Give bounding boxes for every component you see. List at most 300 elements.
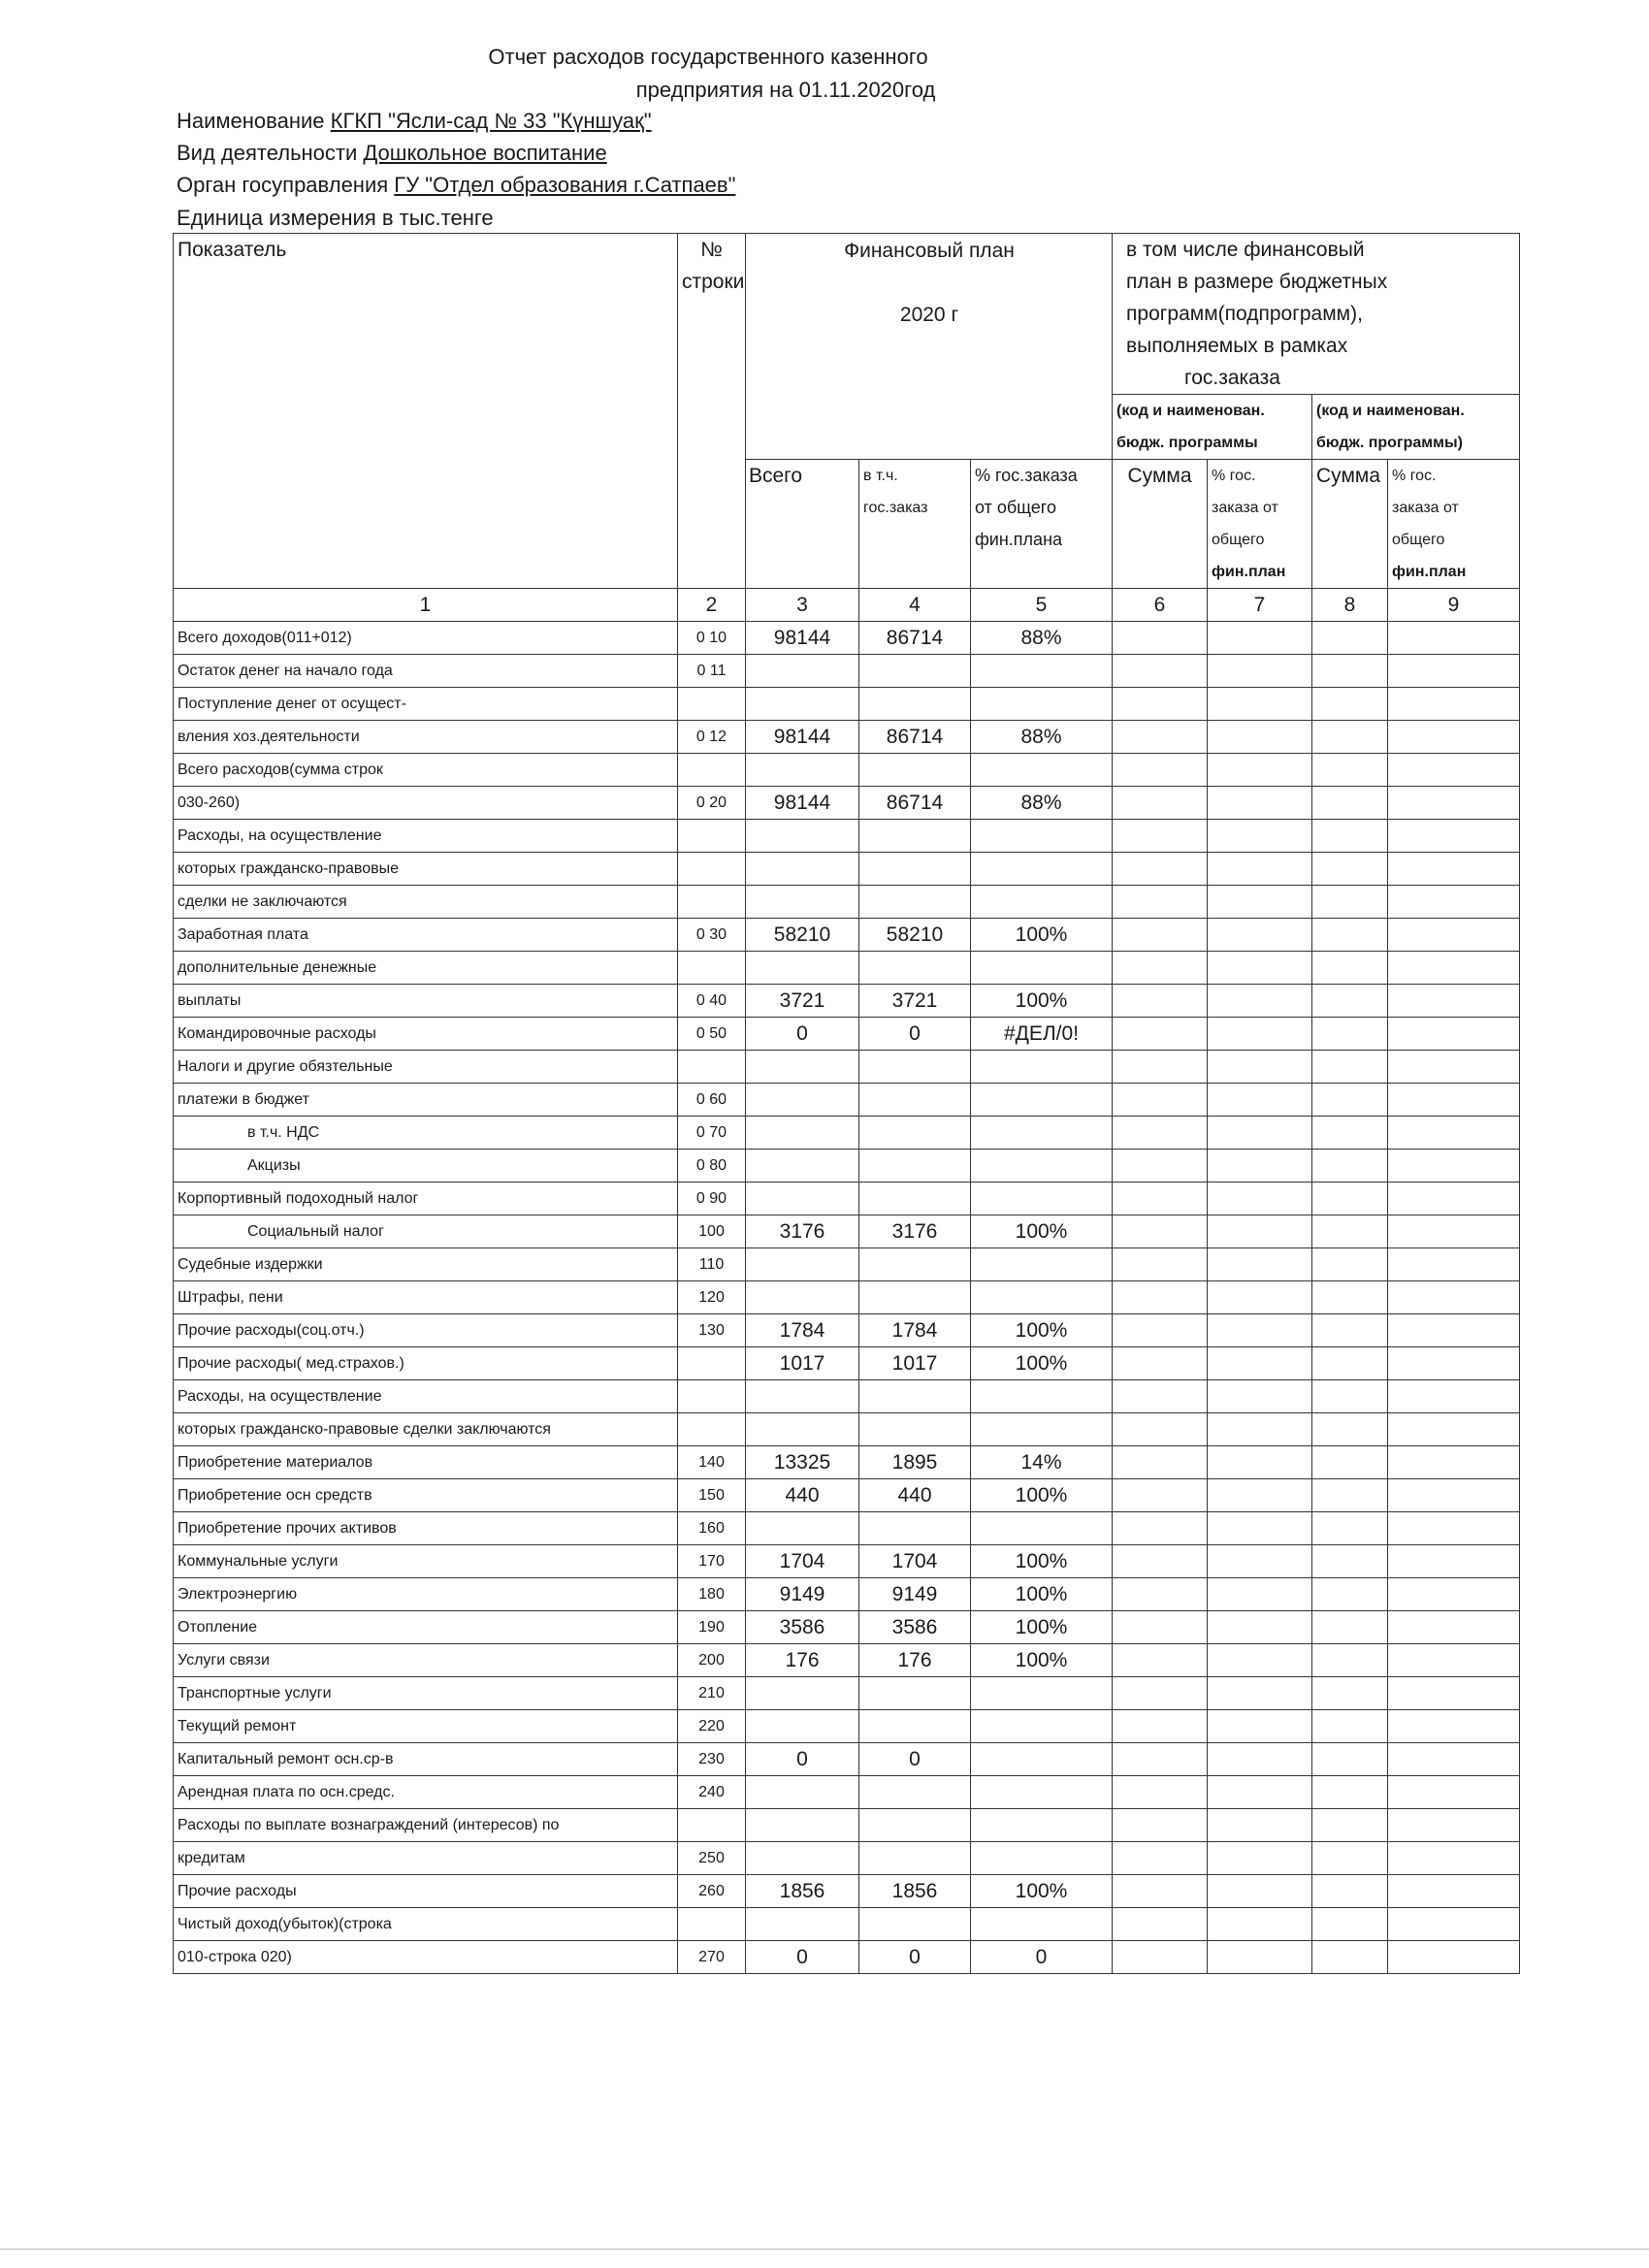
row-budget-cell (1312, 952, 1388, 985)
row-total (746, 853, 859, 886)
table-row (174, 1776, 1520, 1809)
row-budget-cell (1113, 721, 1208, 754)
header-sum-1: Сумма (1113, 460, 1208, 589)
row-budget-cell (1113, 1150, 1208, 1183)
row-budget-cell (1312, 1809, 1388, 1842)
row-code: 210 (678, 1677, 746, 1710)
row-budget-cell (1388, 886, 1520, 919)
header-program-code-2: (код и наименован. бюдж. программы) (1312, 395, 1520, 460)
row-gov-order: 86714 (859, 787, 971, 820)
row-budget-cell (1113, 1908, 1208, 1941)
row-code: 180 (678, 1578, 746, 1611)
row-code: 0 12 (678, 721, 746, 754)
row-budget-cell (1312, 688, 1388, 721)
row-budget-cell (1388, 952, 1520, 985)
row-budget-cell (1312, 1281, 1388, 1314)
row-label: Транспортные услуги (174, 1677, 678, 1710)
row-budget-cell (1208, 1018, 1312, 1051)
row-budget-cell (1312, 1150, 1388, 1183)
row-total (746, 1413, 859, 1446)
row-budget-cell (1208, 1578, 1312, 1611)
row-gov-order (859, 688, 971, 721)
row-gov-percent: 14% (971, 1446, 1113, 1479)
row-budget-cell (1208, 1875, 1312, 1908)
row-budget-cell (1388, 1941, 1520, 1974)
row-budget-cell (1312, 853, 1388, 886)
table-row (174, 1677, 1520, 1710)
row-gov-percent (971, 1183, 1113, 1215)
row-budget-cell (1113, 1314, 1208, 1347)
table-row (174, 1084, 1520, 1117)
row-label: Судебные издержки (174, 1248, 678, 1281)
row-gov-order (859, 853, 971, 886)
row-gov-order (859, 1051, 971, 1084)
table-row (174, 1117, 1520, 1150)
row-total (746, 1084, 859, 1117)
row-budget-cell (1388, 1710, 1520, 1743)
row-code: 270 (678, 1941, 746, 1974)
row-budget-cell (1312, 1018, 1388, 1051)
row-budget-cell (1312, 1842, 1388, 1875)
row-budget-cell (1312, 1051, 1388, 1084)
row-gov-order: 9149 (859, 1578, 971, 1611)
row-gov-percent: 88% (971, 787, 1113, 820)
row-code: 100 (678, 1215, 746, 1248)
row-total (746, 1183, 859, 1215)
table-row (174, 721, 1520, 754)
row-budget-cell (1388, 1084, 1520, 1117)
row-gov-percent: 100% (971, 1347, 1113, 1380)
row-budget-cell (1113, 1842, 1208, 1875)
row-label: Прочие расходы(соц.отч.) (174, 1314, 678, 1347)
table-row (174, 1842, 1520, 1875)
row-budget-cell (1208, 1380, 1312, 1413)
row-code: 260 (678, 1875, 746, 1908)
row-gov-order (859, 1677, 971, 1710)
finplan-header: Финансовый план 2020 г (844, 240, 1015, 326)
row-budget-cell (1312, 1117, 1388, 1150)
row-total: 98144 (746, 622, 859, 655)
table-row (174, 787, 1520, 820)
row-label: Приобретение материалов (174, 1446, 678, 1479)
row-gov-percent: 100% (971, 1479, 1113, 1512)
row-label: дополнительные денежные (174, 952, 678, 985)
row-budget-cell (1388, 1347, 1520, 1380)
header-row-number: № строки (678, 234, 746, 589)
row-gov-percent (971, 853, 1113, 886)
row-budget-cell (1388, 1183, 1520, 1215)
row-budget-cell (1113, 853, 1208, 886)
row-total (746, 1281, 859, 1314)
row-total: 0 (746, 1743, 859, 1776)
row-code: 190 (678, 1611, 746, 1644)
row-total: 1784 (746, 1314, 859, 1347)
row-code (678, 1809, 746, 1842)
row-budget-cell (1113, 919, 1208, 952)
row-budget-cell (1113, 754, 1208, 787)
row-code: 0 20 (678, 787, 746, 820)
row-budget-cell (1312, 1710, 1388, 1743)
row-gov-order (859, 1248, 971, 1281)
row-budget-cell (1113, 886, 1208, 919)
row-label: Коммунальные услуги (174, 1545, 678, 1578)
row-gov-percent (971, 1380, 1113, 1413)
table-row (174, 1941, 1520, 1974)
table-row (174, 688, 1520, 721)
row-gov-percent: 100% (971, 1611, 1113, 1644)
row-total (746, 1380, 859, 1413)
row-budget-cell (1113, 1380, 1208, 1413)
row-label: которых гражданско-правовые (174, 853, 678, 886)
table-row (174, 754, 1520, 787)
row-gov-percent: 100% (971, 1644, 1113, 1677)
column-number: 9 (1388, 589, 1520, 622)
page-bottom-rule (0, 2249, 1649, 2250)
row-gov-order (859, 1842, 971, 1875)
row-label: Капитальный ремонт осн.ср-в (174, 1743, 678, 1776)
table-row (174, 853, 1520, 886)
row-budget-cell (1113, 622, 1208, 655)
table-row (174, 1809, 1520, 1842)
row-budget-cell (1113, 1018, 1208, 1051)
row-gov-order (859, 1117, 971, 1150)
row-total: 98144 (746, 721, 859, 754)
row-budget-cell (1208, 886, 1312, 919)
row-total: 1856 (746, 1875, 859, 1908)
row-gov-order (859, 1413, 971, 1446)
row-budget-cell (1113, 1084, 1208, 1117)
row-gov-order: 1017 (859, 1347, 971, 1380)
row-budget-cell (1312, 1215, 1388, 1248)
row-gov-percent: 88% (971, 721, 1113, 754)
row-label: Отопление (174, 1611, 678, 1644)
row-budget-cell (1208, 1611, 1312, 1644)
row-budget-cell (1113, 1809, 1208, 1842)
header-total: Всего (749, 465, 803, 487)
row-code (678, 1413, 746, 1446)
row-gov-percent (971, 1776, 1113, 1809)
header-pct-1: % гос. заказа от общего фин.план (1208, 460, 1312, 589)
row-label: 030-260) (174, 787, 678, 820)
row-code (678, 820, 746, 853)
row-gov-order (859, 1908, 971, 1941)
table-row (174, 1215, 1520, 1248)
row-budget-cell (1208, 1512, 1312, 1545)
report-subtitle: предприятия на 01.11.2020год (635, 78, 936, 102)
row-budget-cell (1312, 1578, 1388, 1611)
row-budget-cell (1312, 787, 1388, 820)
header-pct-2: % гос. заказа от общего фин.план (1388, 460, 1520, 589)
table-row (174, 1644, 1520, 1677)
row-label: Чистый доход(убыток)(строка (174, 1908, 678, 1941)
row-budget-cell (1208, 1677, 1312, 1710)
row-budget-cell (1208, 919, 1312, 952)
row-total: 3721 (746, 985, 859, 1018)
row-budget-cell (1388, 1776, 1520, 1809)
row-budget-cell (1312, 1248, 1388, 1281)
row-budget-cell (1208, 1084, 1312, 1117)
unit-line: Единица измерения в тыс.тенге (177, 206, 494, 230)
row-budget-cell (1113, 655, 1208, 688)
row-gov-order (859, 655, 971, 688)
row-budget-cell (1208, 1446, 1312, 1479)
row-budget-cell (1312, 1512, 1388, 1545)
row-label: Приобретение осн средств (174, 1479, 678, 1512)
row-budget-cell (1208, 1776, 1312, 1809)
row-label: которых гражданско-правовые сделки заключаются (174, 1413, 678, 1446)
row-total (746, 1809, 859, 1842)
row-code: 120 (678, 1281, 746, 1314)
row-budget-cell (1113, 688, 1208, 721)
row-gov-order (859, 1183, 971, 1215)
row-gov-percent (971, 952, 1113, 985)
table-row (174, 1314, 1520, 1347)
row-label: Штрафы, пени (174, 1281, 678, 1314)
row-total (746, 1051, 859, 1084)
row-budget-cell (1388, 1215, 1520, 1248)
row-gov-percent (971, 1117, 1113, 1150)
row-total: 0 (746, 1018, 859, 1051)
row-code: 130 (678, 1314, 746, 1347)
table-row (174, 1150, 1520, 1183)
row-budget-cell (1388, 1908, 1520, 1941)
organ-line (177, 173, 735, 198)
row-budget-cell (1388, 688, 1520, 721)
row-code (678, 754, 746, 787)
column-number: 6 (1113, 589, 1208, 622)
org-name-line (177, 109, 652, 134)
row-budget-cell (1113, 1183, 1208, 1215)
row-gov-order: 58210 (859, 919, 971, 952)
org-name-value: КГКП "Ясли-сад № 33 "Күншуақ" (330, 109, 652, 133)
row-gov-order (859, 1380, 971, 1413)
row-total: 13325 (746, 1446, 859, 1479)
row-total (746, 1776, 859, 1809)
row-budget-cell (1388, 1743, 1520, 1776)
row-budget-cell (1312, 1314, 1388, 1347)
row-label: Расходы, на осуществление (174, 820, 678, 853)
row-gov-order: 1895 (859, 1446, 971, 1479)
table-row (174, 1248, 1520, 1281)
table-row (174, 886, 1520, 919)
table-row (174, 655, 1520, 688)
row-gov-order: 0 (859, 1941, 971, 1974)
table-row (174, 919, 1520, 952)
row-label: Приобретение прочих активов (174, 1512, 678, 1545)
row-code: 0 40 (678, 985, 746, 1018)
table-row (174, 1281, 1520, 1314)
row-code: 150 (678, 1479, 746, 1512)
row-code: 0 60 (678, 1084, 746, 1117)
row-code: 0 30 (678, 919, 746, 952)
row-gov-percent (971, 1743, 1113, 1776)
table-row (174, 1710, 1520, 1743)
row-gov-order: 1704 (859, 1545, 971, 1578)
row-gov-percent: 100% (971, 1314, 1113, 1347)
row-label: Налоги и другие обязтельные (174, 1051, 678, 1084)
row-total: 1704 (746, 1545, 859, 1578)
row-gov-order: 3721 (859, 985, 971, 1018)
row-budget-cell (1388, 1578, 1520, 1611)
row-gov-percent (971, 1281, 1113, 1314)
row-budget-cell (1113, 1051, 1208, 1084)
column-number: 2 (678, 589, 746, 622)
row-budget-cell (1312, 1380, 1388, 1413)
header-incl-gov: в т.ч. гос.заказ (858, 460, 975, 588)
row-total (746, 754, 859, 787)
row-gov-percent (971, 1150, 1113, 1183)
row-total (746, 1248, 859, 1281)
row-gov-percent: 0 (971, 1941, 1113, 1974)
row-budget-cell (1208, 1743, 1312, 1776)
row-gov-order (859, 1776, 971, 1809)
organ-value: ГУ "Отдел образования г.Сатпаев" (394, 173, 736, 197)
row-total (746, 886, 859, 919)
row-budget-cell (1208, 1908, 1312, 1941)
row-budget-cell (1113, 1248, 1208, 1281)
row-gov-percent (971, 1677, 1113, 1710)
row-total (746, 655, 859, 688)
activity-value: Дошкольное воспитание (363, 141, 607, 165)
row-budget-cell (1312, 754, 1388, 787)
row-total (746, 1150, 859, 1183)
row-budget-cell (1113, 1215, 1208, 1248)
row-label: Всего доходов(011+012) (174, 622, 678, 655)
row-code (678, 1347, 746, 1380)
table-row (174, 1183, 1520, 1215)
row-code: 160 (678, 1512, 746, 1545)
row-budget-cell (1388, 1248, 1520, 1281)
row-gov-order (859, 1150, 971, 1183)
row-gov-order: 440 (859, 1479, 971, 1512)
row-budget-cell (1312, 655, 1388, 688)
row-gov-percent: #ДЕЛ/0! (971, 1018, 1113, 1051)
row-gov-order (859, 1084, 971, 1117)
row-total (746, 952, 859, 985)
row-budget-cell (1388, 1150, 1520, 1183)
row-budget-cell (1388, 1314, 1520, 1347)
row-budget-cell (1208, 688, 1312, 721)
row-budget-cell (1312, 1776, 1388, 1809)
row-gov-percent (971, 1710, 1113, 1743)
column-number: 4 (859, 589, 971, 622)
row-budget-cell (1388, 1479, 1520, 1512)
row-code: 200 (678, 1644, 746, 1677)
row-budget-cell (1388, 1644, 1520, 1677)
row-label: Акцизы (174, 1150, 678, 1183)
row-budget-cell (1113, 1578, 1208, 1611)
row-code: 170 (678, 1545, 746, 1578)
header-indicator: Показатель (174, 234, 678, 589)
row-label: в т.ч. НДС (174, 1117, 678, 1150)
row-code: 0 50 (678, 1018, 746, 1051)
row-label: платежи в бюджет (174, 1084, 678, 1117)
row-budget-cell (1388, 622, 1520, 655)
row-total (746, 1677, 859, 1710)
row-gov-percent (971, 1084, 1113, 1117)
row-label: Расходы, на осуществление (174, 1380, 678, 1413)
row-budget-cell (1113, 952, 1208, 985)
row-budget-cell (1388, 1545, 1520, 1578)
row-gov-order: 3586 (859, 1611, 971, 1644)
row-budget-cell (1312, 919, 1388, 952)
table-row (174, 1545, 1520, 1578)
row-gov-percent (971, 1908, 1113, 1941)
row-total: 0 (746, 1941, 859, 1974)
table-row (174, 1413, 1520, 1446)
row-total: 1017 (746, 1347, 859, 1380)
row-gov-percent (971, 1512, 1113, 1545)
row-budget-cell (1312, 1677, 1388, 1710)
row-budget-cell (1208, 1842, 1312, 1875)
row-budget-cell (1208, 1281, 1312, 1314)
row-gov-percent: 100% (971, 1578, 1113, 1611)
row-budget-cell (1113, 787, 1208, 820)
row-code (678, 1380, 746, 1413)
row-budget-cell (1113, 1941, 1208, 1974)
table-row (174, 1479, 1520, 1512)
row-gov-order: 0 (859, 1018, 971, 1051)
table-row (174, 1512, 1520, 1545)
row-gov-percent: 100% (971, 1875, 1113, 1908)
row-budget-cell (1113, 1512, 1208, 1545)
row-gov-order: 1784 (859, 1314, 971, 1347)
row-gov-order (859, 754, 971, 787)
row-budget-cell (1208, 622, 1312, 655)
row-total (746, 1710, 859, 1743)
row-budget-cell (1113, 820, 1208, 853)
row-total: 3586 (746, 1611, 859, 1644)
table-row (174, 820, 1520, 853)
row-budget-cell (1208, 1545, 1312, 1578)
row-total (746, 1117, 859, 1150)
header-budget: в том числе финансовый план в размере бюджетных программ(подпрограмм), выполняемых в рамках гос.заказа (1113, 234, 1520, 395)
organ-label: Орган госуправления (177, 173, 389, 197)
header-sum-2: Сумма (1312, 460, 1388, 589)
row-budget-cell (1312, 1479, 1388, 1512)
row-code (678, 952, 746, 985)
row-budget-cell (1388, 1117, 1520, 1150)
row-budget-cell (1312, 1347, 1388, 1380)
row-budget-cell (1312, 985, 1388, 1018)
row-label: Расходы по выплате вознаграждений (интересов) по (174, 1809, 678, 1842)
row-label: Текущий ремонт (174, 1710, 678, 1743)
table-row (174, 1446, 1520, 1479)
row-total: 176 (746, 1644, 859, 1677)
row-label: вления хоз.деятельности (174, 721, 678, 754)
row-gov-percent: 100% (971, 985, 1113, 1018)
row-gov-percent (971, 1051, 1113, 1084)
row-label: 010-строка 020) (174, 1941, 678, 1974)
row-budget-cell (1208, 721, 1312, 754)
table-row (174, 1018, 1520, 1051)
row-budget-cell (1388, 787, 1520, 820)
row-gov-order (859, 820, 971, 853)
row-code: 230 (678, 1743, 746, 1776)
row-budget-cell (1113, 1611, 1208, 1644)
row-label: Прочие расходы( мед.страхов.) (174, 1347, 678, 1380)
row-label: Корпортивный подоходный налог (174, 1183, 678, 1215)
row-budget-cell (1388, 1413, 1520, 1446)
row-label: Остаток денег на начало года (174, 655, 678, 688)
row-budget-cell (1388, 1875, 1520, 1908)
report-title: Отчет расходов государственного казенного (488, 45, 928, 69)
row-budget-cell (1113, 1281, 1208, 1314)
row-budget-cell (1208, 1710, 1312, 1743)
table-row (174, 622, 1520, 655)
row-gov-order (859, 1281, 971, 1314)
row-budget-cell (1208, 655, 1312, 688)
